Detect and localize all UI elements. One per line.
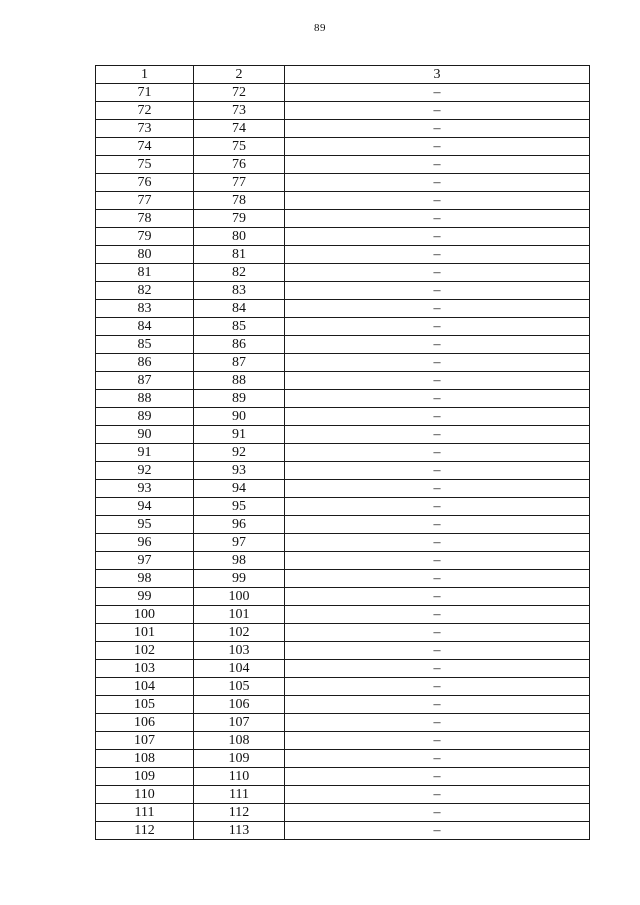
table-cell-col-1: 86: [96, 354, 194, 372]
table-cell-col-3: –: [285, 120, 590, 138]
table-cell-col-1: 81: [96, 264, 194, 282]
table-cell-col-3: –: [285, 318, 590, 336]
table-row: [96, 570, 590, 588]
table-cell-col-1: 92: [96, 462, 194, 480]
table-cell-col-2: 110: [194, 768, 285, 786]
table-cell-col-1: 103: [96, 660, 194, 678]
table-cell-col-1: 83: [96, 300, 194, 318]
table-cell-col-3: –: [285, 174, 590, 192]
table-row: [96, 228, 590, 246]
table-row: [96, 354, 590, 372]
table-cell-col-2: 97: [194, 534, 285, 552]
column-header-2: 2: [194, 66, 285, 84]
table-cell-col-1: 95: [96, 516, 194, 534]
table-cell-col-2: 77: [194, 174, 285, 192]
table-row: [96, 264, 590, 282]
table-cell-col-2: 91: [194, 426, 285, 444]
table-cell-col-3: –: [285, 624, 590, 642]
table-row: [96, 624, 590, 642]
table-header-row: [96, 66, 590, 84]
column-header-3: 3: [285, 66, 590, 84]
table-row: [96, 480, 590, 498]
table-cell-col-3: –: [285, 534, 590, 552]
table-cell-col-2: 107: [194, 714, 285, 732]
table-cell-col-3: –: [285, 156, 590, 174]
table-cell-col-3: –: [285, 804, 590, 822]
table-body: [96, 84, 590, 840]
table-row: [96, 444, 590, 462]
table-cell-col-1: 79: [96, 228, 194, 246]
table-cell-col-3: –: [285, 822, 590, 840]
table-row: [96, 534, 590, 552]
table-row: [96, 372, 590, 390]
table-row: [96, 210, 590, 228]
table-cell-col-1: 98: [96, 570, 194, 588]
table-cell-col-3: –: [285, 390, 590, 408]
table-row: [96, 192, 590, 210]
table-row: [96, 804, 590, 822]
data-table: [95, 65, 590, 840]
table-row: [96, 300, 590, 318]
table-cell-col-3: –: [285, 426, 590, 444]
table-cell-col-2: 82: [194, 264, 285, 282]
table-cell-col-2: 105: [194, 678, 285, 696]
table-cell-col-2: 96: [194, 516, 285, 534]
table-cell-col-1: 96: [96, 534, 194, 552]
table-row: [96, 84, 590, 102]
table-row: [96, 786, 590, 804]
table-cell-col-3: –: [285, 300, 590, 318]
table-cell-col-1: 71: [96, 84, 194, 102]
table-cell-col-3: –: [285, 732, 590, 750]
table-cell-col-1: 90: [96, 426, 194, 444]
table-cell-col-2: 104: [194, 660, 285, 678]
table-cell-col-1: 99: [96, 588, 194, 606]
table-cell-col-2: 79: [194, 210, 285, 228]
table-cell-col-2: 99: [194, 570, 285, 588]
table-cell-col-2: 81: [194, 246, 285, 264]
table-cell-col-3: –: [285, 570, 590, 588]
table-row: [96, 552, 590, 570]
table-cell-col-1: 82: [96, 282, 194, 300]
table-cell-col-3: –: [285, 138, 590, 156]
table-cell-col-1: 77: [96, 192, 194, 210]
table-row: [96, 336, 590, 354]
table-cell-col-2: 84: [194, 300, 285, 318]
table-row: [96, 678, 590, 696]
table-row: [96, 462, 590, 480]
table-cell-col-3: –: [285, 444, 590, 462]
table-row: [96, 498, 590, 516]
table-cell-col-2: 98: [194, 552, 285, 570]
table-cell-col-2: 87: [194, 354, 285, 372]
table-row: [96, 660, 590, 678]
table-cell-col-2: 75: [194, 138, 285, 156]
table-cell-col-3: –: [285, 696, 590, 714]
table-row: [96, 426, 590, 444]
page-number: 89: [314, 22, 326, 34]
table-row: [96, 174, 590, 192]
table-row: [96, 102, 590, 120]
table-cell-col-2: 89: [194, 390, 285, 408]
table-cell-col-1: 100: [96, 606, 194, 624]
table-cell-col-3: –: [285, 786, 590, 804]
table-row: [96, 588, 590, 606]
table-cell-col-1: 88: [96, 390, 194, 408]
table-cell-col-1: 110: [96, 786, 194, 804]
table-cell-col-3: –: [285, 228, 590, 246]
table-cell-col-1: 85: [96, 336, 194, 354]
table-cell-col-2: 78: [194, 192, 285, 210]
table-cell-col-1: 108: [96, 750, 194, 768]
table-cell-col-2: 95: [194, 498, 285, 516]
table-cell-col-3: –: [285, 588, 590, 606]
table-cell-col-2: 80: [194, 228, 285, 246]
table-cell-col-2: 102: [194, 624, 285, 642]
table-row: [96, 768, 590, 786]
table-row: [96, 282, 590, 300]
table-cell-col-3: –: [285, 750, 590, 768]
table-cell-col-3: –: [285, 102, 590, 120]
table-cell-col-3: –: [285, 462, 590, 480]
table-row: [96, 642, 590, 660]
table-cell-col-2: 86: [194, 336, 285, 354]
table-cell-col-3: –: [285, 210, 590, 228]
table-cell-col-3: –: [285, 714, 590, 732]
table-cell-col-2: 109: [194, 750, 285, 768]
table-cell-col-3: –: [285, 768, 590, 786]
table-cell-col-3: –: [285, 408, 590, 426]
table-cell-col-2: 101: [194, 606, 285, 624]
table-cell-col-3: –: [285, 606, 590, 624]
table-cell-col-1: 93: [96, 480, 194, 498]
table-row: [96, 516, 590, 534]
table-cell-col-1: 80: [96, 246, 194, 264]
table-cell-col-2: 113: [194, 822, 285, 840]
table-cell-col-3: –: [285, 192, 590, 210]
table-cell-col-2: 88: [194, 372, 285, 390]
table-cell-col-3: –: [285, 246, 590, 264]
table-cell-col-3: –: [285, 552, 590, 570]
table-cell-col-1: 106: [96, 714, 194, 732]
table-cell-col-3: –: [285, 354, 590, 372]
table-cell-col-2: 92: [194, 444, 285, 462]
table-cell-col-2: 83: [194, 282, 285, 300]
table-cell-col-3: –: [285, 336, 590, 354]
table-cell-col-2: 74: [194, 120, 285, 138]
table-cell-col-2: 106: [194, 696, 285, 714]
table-row: [96, 408, 590, 426]
table-row: [96, 318, 590, 336]
table-row: [96, 750, 590, 768]
table-cell-col-2: 76: [194, 156, 285, 174]
table-cell-col-3: –: [285, 84, 590, 102]
table-cell-col-1: 87: [96, 372, 194, 390]
table-row: [96, 246, 590, 264]
table-cell-col-3: –: [285, 642, 590, 660]
table-cell-col-3: –: [285, 264, 590, 282]
table-cell-col-2: 94: [194, 480, 285, 498]
table-cell-col-1: 84: [96, 318, 194, 336]
table-cell-col-3: –: [285, 498, 590, 516]
table-cell-col-1: 75: [96, 156, 194, 174]
table-row: [96, 822, 590, 840]
table-row: [96, 390, 590, 408]
table-cell-col-3: –: [285, 372, 590, 390]
table-cell-col-1: 105: [96, 696, 194, 714]
table-cell-col-1: 73: [96, 120, 194, 138]
table-cell-col-1: 102: [96, 642, 194, 660]
table-cell-col-2: 111: [194, 786, 285, 804]
table-cell-col-1: 111: [96, 804, 194, 822]
table-cell-col-2: 103: [194, 642, 285, 660]
table-cell-col-2: 100: [194, 588, 285, 606]
table-cell-col-1: 109: [96, 768, 194, 786]
table-cell-col-2: 85: [194, 318, 285, 336]
table-cell-col-2: 72: [194, 84, 285, 102]
table-cell-col-2: 93: [194, 462, 285, 480]
table-cell-col-2: 90: [194, 408, 285, 426]
table-cell-col-1: 107: [96, 732, 194, 750]
column-header-1: 1: [96, 66, 194, 84]
table-cell-col-1: 112: [96, 822, 194, 840]
table-cell-col-3: –: [285, 516, 590, 534]
table-row: [96, 732, 590, 750]
table-cell-col-1: 76: [96, 174, 194, 192]
table-row: [96, 714, 590, 732]
table-cell-col-1: 74: [96, 138, 194, 156]
table-cell-col-2: 108: [194, 732, 285, 750]
table-cell-col-3: –: [285, 282, 590, 300]
table-cell-col-3: –: [285, 480, 590, 498]
table-cell-col-2: 73: [194, 102, 285, 120]
table-cell-col-1: 94: [96, 498, 194, 516]
table-cell-col-3: –: [285, 678, 590, 696]
table-cell-col-3: –: [285, 660, 590, 678]
table-cell-col-1: 78: [96, 210, 194, 228]
table-row: [96, 120, 590, 138]
table-cell-col-1: 72: [96, 102, 194, 120]
table-cell-col-1: 104: [96, 678, 194, 696]
table-cell-col-1: 97: [96, 552, 194, 570]
table-cell-col-1: 101: [96, 624, 194, 642]
table-row: [96, 696, 590, 714]
table-cell-col-2: 112: [194, 804, 285, 822]
table-row: [96, 606, 590, 624]
table-cell-col-1: 91: [96, 444, 194, 462]
table-row: [96, 156, 590, 174]
table-cell-col-1: 89: [96, 408, 194, 426]
table-row: [96, 138, 590, 156]
